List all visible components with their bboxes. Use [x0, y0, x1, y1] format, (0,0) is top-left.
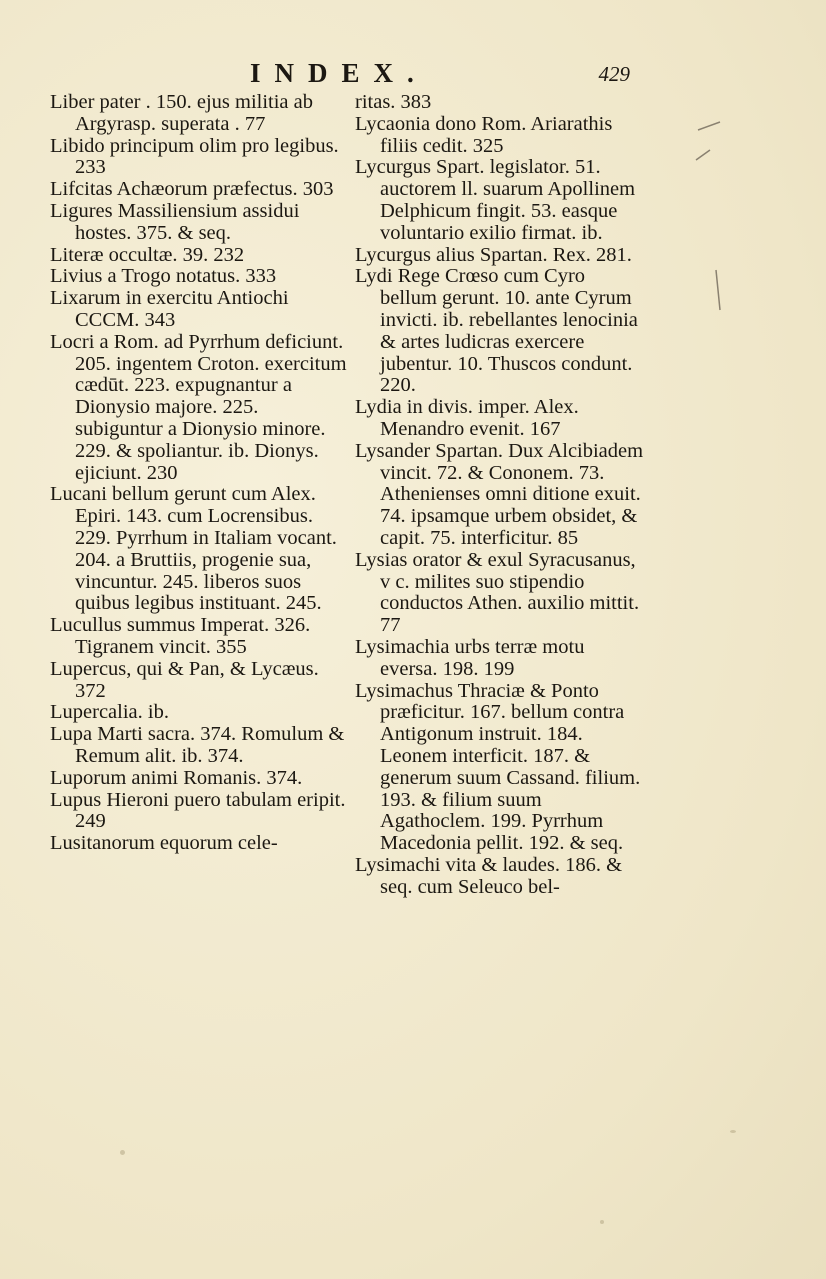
index-entry: Lysimachi vita & laudes. 186. & seq. cum Seleuco bel-: [355, 853, 623, 898]
index-entry: ritas. 383: [355, 92, 432, 113]
index-entry: Livius a Trogo notatus. 333: [50, 265, 277, 288]
index-entry: Luporum animi Romanis. 374.: [50, 766, 303, 789]
index-entry: Liber pater . 150. ejus militia ab Argyrasp. superata . 77: [50, 92, 314, 135]
index-entry: Lysimachus Thraciæ & Ponto præficitur. 167. bellum contra Antigonum instruit. 184. Leonem interficit. 187. & generum suum Cassand. filium. 193. & filium suum Agathoclem. 199. Pyrrhum Macedonia pellit. 192. & seq.: [355, 679, 641, 855]
index-column-left: [50, 92, 350, 1052]
index-entry: Lupercus, qui & Pan, & Lycæus. 372: [50, 657, 319, 702]
index-entry: Lupercalia. ib.: [50, 701, 169, 724]
paper-speck: [120, 1150, 125, 1155]
index-entry: Locri a Rom. ad Pyrrhum deficiunt. 205. ingentem Croton. exercitum cædūt. 223. expugnantur a Dionysio majore. 225. subiguntur a Dionysio minore. 229. & spoliantur. ib. Dionys. ejiciunt. 230: [50, 330, 347, 484]
index-entry: Lysias orator & exul Syracusanus, v c. milites suo stipendio conductos Athen. auxilio mittit. 77: [355, 548, 640, 637]
index-entry: Ligures Massiliensium assidui hostes. 375. & seq.: [50, 199, 300, 244]
index-entry: Libido principum olim pro legibus. 233: [50, 134, 339, 179]
index-entry: Literæ occultæ. 39. 232: [50, 243, 245, 266]
paper-speck: [600, 1220, 604, 1224]
index-entry: Lysander Spartan. Dux Alcibiadem vincit. 72. & Cononem. 73. Athenienses omni ditione exuit. 74. ipsamque urbem obsidet, & capit. 75. interficitur. 85: [355, 439, 644, 549]
index-entry: Lycurgus alius Spartan. Rex. 281.: [355, 243, 632, 266]
index-entry: Lusitanorum equorum cele-: [50, 832, 278, 855]
index-entry: Lucullus summus Imperat. 326. Tigranem vincit. 355: [50, 614, 311, 658]
page-header: [50, 58, 630, 94]
page-number: 429: [598, 62, 630, 86]
index-entry: Lydia in divis. imper. Alex. Menandro evenit. 167: [355, 396, 579, 440]
index-entry: Lupa Marti sacra. 374. Romulum & Remum alit. ib. 374.: [50, 723, 345, 767]
index-entry: Lixarum in exercitu Antiochi CCCM. 343: [50, 287, 289, 331]
margin-pen-marks: [690, 120, 730, 320]
paper-speck: [730, 1130, 736, 1133]
index-column-right: [355, 92, 645, 1052]
index-entry: Lycaonia dono Rom. Ariarathis filiis cedit. 325: [355, 112, 613, 157]
index-entry: Lifcitas Achæorum præfectus. 303: [50, 178, 334, 201]
index-entry: Lucani bellum gerunt cum Alex. Epiri. 143. cum Locrensibus. 229. Pyrrhum in Italiam vocant. 204. a Bruttiis, progenie sua, vincuntur. 245. liberos suos quibus legibus instituant. 245.: [50, 483, 337, 615]
index-entry: Lydi Rege Crœso cum Cyro bellum gerunt. 10. ante Cyrum invicti. ib. rebellantes lenocinia & artes ludicras exercere jubentur. 10. Thuscos condunt. 220.: [355, 265, 638, 397]
index-entry: Lysimachia urbs terræ motu eversa. 198. 199: [355, 635, 585, 680]
page-title: INDEX.: [250, 58, 428, 88]
index-entry: Lycurgus Spart. legislator. 51. auctorem ll. suarum Apollinem Delphicum fingit. 53. easque voluntario exilio firmat. ib.: [355, 156, 636, 244]
index-entry: Lupus Hieroni puero tabulam eripit. 249: [50, 788, 346, 833]
